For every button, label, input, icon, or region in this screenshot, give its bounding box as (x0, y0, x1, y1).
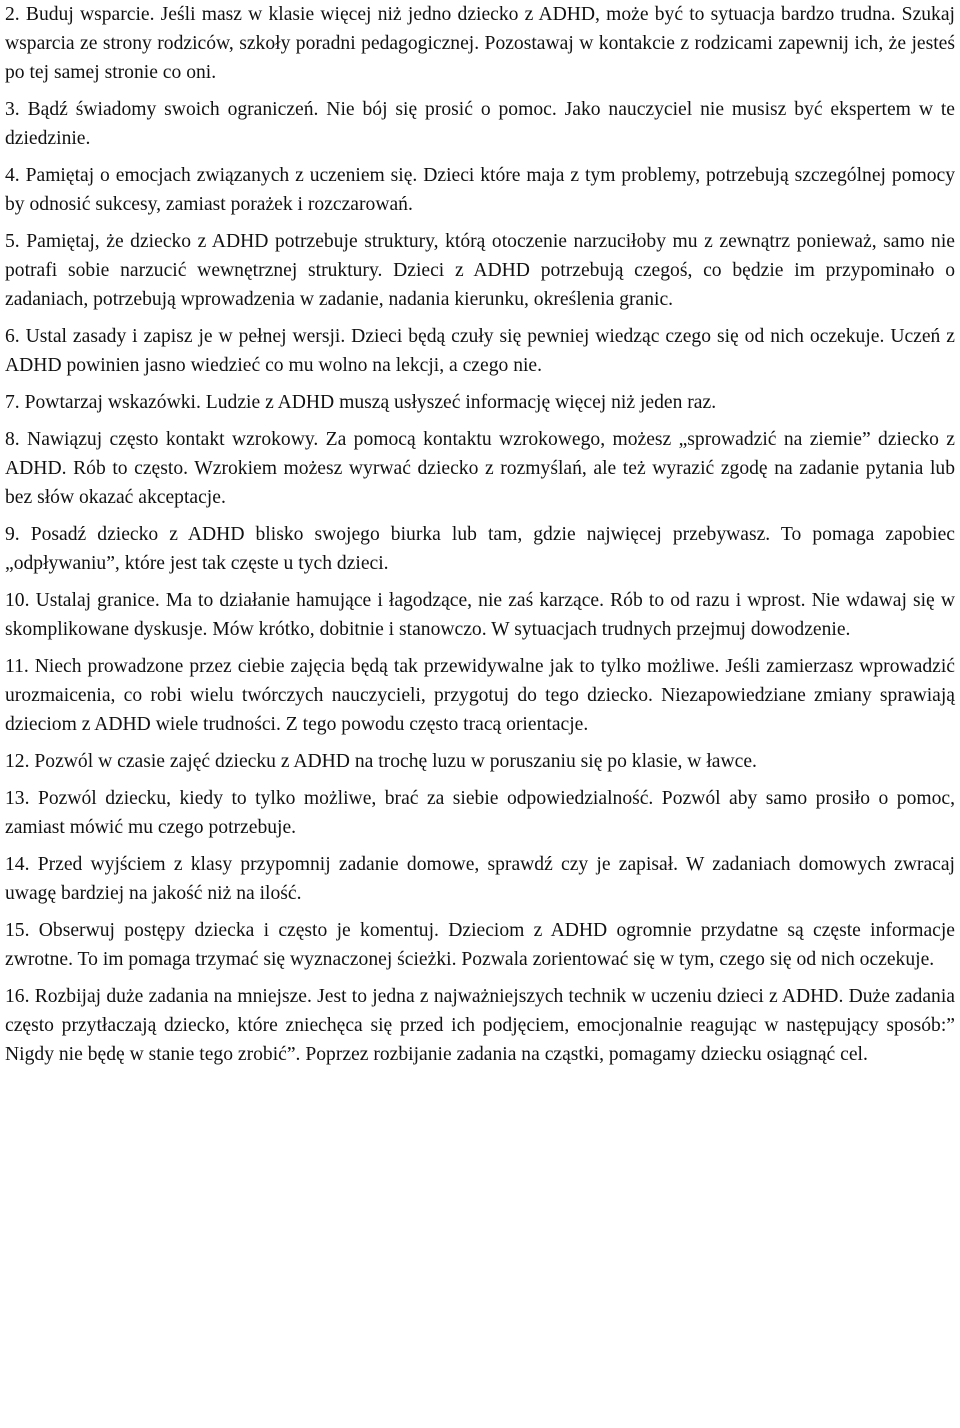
paragraph-item-6: 6. Ustal zasady i zapisz je w pełnej wersji. Dzieci będą czuły się pewniej wiedząc czego się od nich oczekuje. Uczeń z ADHD powinien jasno wiedzieć co mu wolno na lekcji, a czego nie. (5, 326, 955, 376)
paragraph-item-13: 13. Pozwól dziecku, kiedy to tylko możliwe, brać za siebie odpowiedzialność. Pozwól aby samo prosiło o pomoc, zamiast mówić mu czego potrzebuje. (5, 788, 955, 838)
paragraph-item-7: 7. Powtarzaj wskazówki. Ludzie z ADHD muszą usłyszeć informację więcej niż jeden raz. (5, 392, 717, 413)
paragraph-item-4: 4. Pamiętaj o emocjach związanych z uczeniem się. Dzieci które maja z tym problemy, potrzebują szczególnej pomocy by odnosić sukcesy, zamiast porażek i rozczarowań. (5, 165, 955, 215)
paragraph-item-16: 16. Rozbijaj duże zadania na mniejsze. Jest to jedna z najważniejszych technik w uczeniu dzieci z ADHD. Duże zadania często przytłaczają dziecko, które zniechęca się przed ich podjęciem, emocjonalnie reagując w następujący sposób:” Nigdy nie będę w stanie tego zrobić”. Poprzez rozbijanie zadania na cząstki, pomagamy dziecku osiągnąć cel. (5, 986, 955, 1065)
paragraph-item-5: 5. Pamiętaj, że dziecko z ADHD potrzebuje struktury, którą otoczenie narzuciłoby mu z zewnątrz ponieważ, samo nie potrafi sobie narzucić wewnętrznej struktury. Dzieci z ADHD potrzebują czegoś, co będzie im przypominało o zadaniach, potrzebują wprowadzenia w zadanie, nadania kierunku, określenia granic. (5, 231, 955, 310)
paragraph-item-8: 8. Nawiązuj często kontakt wzrokowy. Za pomocą kontaktu wzrokowego, możesz „sprowadzić na ziemie” dziecko z ADHD. Rób to często. Wzrokiem możesz wyrwać dziecko z rozmyślań, ale też wyrazić zgodę na zadanie pytania lub bez słów okazać akceptacje. (5, 429, 955, 508)
paragraph-item-11: 11. Niech prowadzone przez ciebie zajęcia będą tak przewidywalne jak to tylko możliwe. Jeśli zamierzasz wprowadzić urozmaicenia, co robi wielu twórczych nauczycieli, przygotuj do tego dziecko. Niezapowiedziane zmiany sprawiają dzieciom z ADHD wiele trudności. Z tego powodu często tracą orientacje. (5, 656, 955, 735)
paragraph-item-12: 12. Pozwól w czasie zajęć dziecku z ADHD na trochę luzu w poruszaniu się po klasie, w ławce. (5, 751, 757, 772)
paragraph-item-9: 9. Posadź dziecko z ADHD blisko swojego biurka lub tam, gdzie najwięcej przebywasz. To pomaga zapobiec „odpływaniu”, które jest tak częste u tych dzieci. (5, 524, 955, 574)
paragraph-item-3: 3. Bądź świadomy swoich ograniczeń. Nie bój się prosić o pomoc. Jako nauczyciel nie musisz być ekspertem w te dziedzinie. (5, 99, 955, 149)
paragraph-item-2: 2. Buduj wsparcie. Jeśli masz w klasie więcej niż jedno dziecko z ADHD, może być to sytuacja bardzo trudna. Szukaj wsparcia ze strony rodziców, szkoły poradni pedagogicznej. Pozostawaj w kontakcie z rodzicami zapewnij ich, że jesteś po tej samej stronie co oni. (5, 4, 955, 83)
paragraph-item-14: 14. Przed wyjściem z klasy przypomnij zadanie domowe, sprawdź czy je zapisał. W zadaniach domowych zwracaj uwagę bardziej na jakość niż na ilość. (5, 854, 955, 904)
document-page (5, 0, 955, 1069)
paragraph-item-10: 10. Ustalaj granice. Ma to działanie hamujące i łagodzące, nie zaś karzące. Rób to od razu i wprost. Nie wdawaj się w skomplikowane dyskusje. Mów krótko, dobitnie i stanowczo. W sytuacjach trudnych przejmuj dowodzenie. (5, 590, 955, 640)
paragraph-item-15: 15. Obserwuj postępy dziecka i często je komentuj. Dzieciom z ADHD ogromnie przydatne są częste informacje zwrotne. To im pomaga trzymać się wyznaczonej ścieżki. Pozwala zorientować się w tym, czego się od nich oczekuje. (5, 920, 955, 970)
